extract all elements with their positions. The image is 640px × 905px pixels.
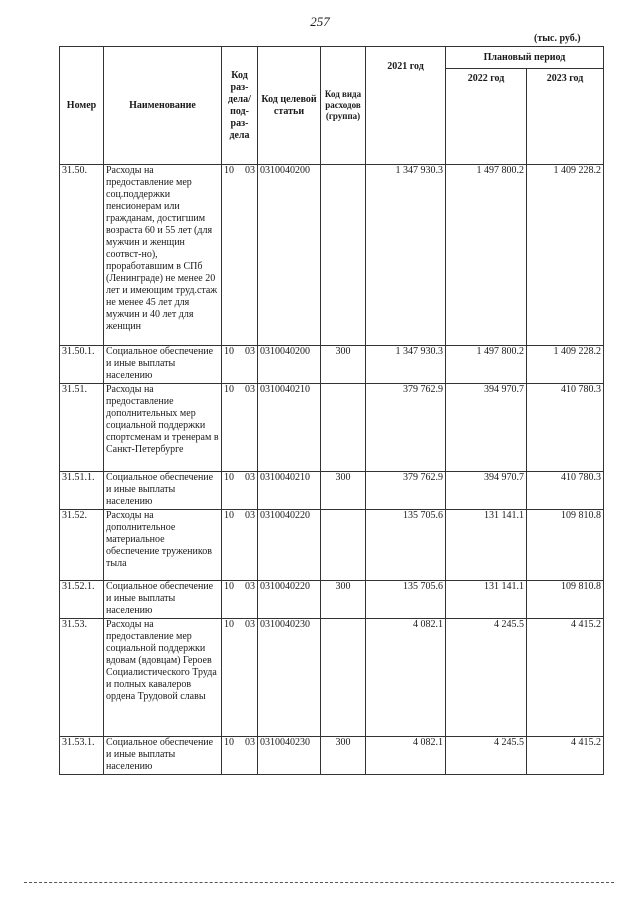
row-expense-code [321,165,366,346]
podrazdel-code: 03 [245,737,255,748]
row-value-2022: 4 245.5 [446,619,527,737]
row-value-2022: 4 245.5 [446,737,527,775]
row-value-2023: 1 409 228.2 [527,346,604,384]
row-expense-code: 300 [321,581,366,619]
row-target-code: 0310040210 [258,472,321,510]
row-razdel [222,619,258,737]
row-name: Расходы на предоставление дополнительных мер социальной поддержки спортсменам и тренерам в Санкт-Петербурге [104,384,222,472]
row-razdel [222,510,258,581]
row-number: 31.52. [60,510,104,581]
header-target-code: Код целевой статьи [258,47,321,165]
row-name: Расходы на дополнительное материальное обеспечение тружеников тыла [104,510,222,581]
razdel-code: 10 [224,510,234,521]
row-number: 31.50.1. [60,346,104,384]
row-value-2023: 410 780.3 [527,472,604,510]
row-number: 31.51. [60,384,104,472]
row-value-2022: 394 970.7 [446,472,527,510]
header-year-2022: 2022 год [446,69,527,165]
row-name: Социальное обеспечение и иные выплаты населению [104,737,222,775]
row-value-2021: 1 347 930.3 [366,165,446,346]
razdel-code: 10 [224,581,234,592]
podrazdel-code: 03 [245,472,255,483]
row-target-code: 0310040230 [258,619,321,737]
razdel-code: 10 [224,472,234,483]
row-value-2021: 135 705.6 [366,510,446,581]
row-target-code: 0310040210 [258,384,321,472]
table-row [60,384,604,472]
row-value-2021: 379 762.9 [366,384,446,472]
row-razdel [222,581,258,619]
row-number: 31.50. [60,165,104,346]
row-value-2021: 4 082.1 [366,737,446,775]
row-razdel [222,346,258,384]
row-value-2023: 1 409 228.2 [527,165,604,346]
row-expense-code [321,384,366,472]
podrazdel-code: 03 [245,346,255,357]
row-number: 31.51.1. [60,472,104,510]
row-target-code: 0310040220 [258,510,321,581]
header-number: Номер [60,47,104,165]
row-target-code: 0310040200 [258,165,321,346]
row-value-2023: 4 415.2 [527,619,604,737]
row-expense-code: 300 [321,472,366,510]
bottom-rule [24,882,614,883]
row-value-2023: 109 810.8 [527,510,604,581]
row-razdel [222,165,258,346]
podrazdel-code: 03 [245,510,255,521]
row-value-2023: 4 415.2 [527,737,604,775]
row-number: 31.53. [60,619,104,737]
table-row [60,346,604,384]
table-row [60,581,604,619]
podrazdel-code: 03 [245,581,255,592]
razdel-code: 10 [224,619,234,630]
podrazdel-code: 03 [245,165,255,176]
row-expense-code: 300 [321,737,366,775]
row-target-code: 0310040200 [258,346,321,384]
units-label: (тыс. руб.) [534,33,581,44]
row-value-2022: 1 497 800.2 [446,165,527,346]
row-razdel [222,384,258,472]
podrazdel-code: 03 [245,384,255,395]
row-number: 31.52.1. [60,581,104,619]
row-number: 31.53.1. [60,737,104,775]
table-row [60,165,604,346]
razdel-code: 10 [224,384,234,395]
header-name: Наименование [104,47,222,165]
row-expense-code: 300 [321,346,366,384]
header-razdel-code: Код раз-дела/ под-раз-дела [222,47,258,165]
table-row [60,472,604,510]
page-number: 257 [310,14,330,29]
table-row [60,619,604,737]
row-value-2022: 394 970.7 [446,384,527,472]
table-row [60,510,604,581]
budget-table [59,46,604,775]
row-value-2022: 131 141.1 [446,510,527,581]
row-expense-code [321,619,366,737]
row-name: Социальное обеспечение и иные выплаты населению [104,581,222,619]
row-name: Расходы на предоставление мер социальной поддержки вдовам (вдовцам) Героев Социалистического Труда и полных кавалеров ордена Трудовой славы [104,619,222,737]
header-year-2023: 2023 год [527,69,604,165]
row-razdel [222,472,258,510]
row-name: Расходы на предоставление мер соц.поддержки пенсионерам или гражданам, достигшим возраста 60 и 55 лет (для мужчин и женщин соотвст-но), проработавшим в СПб (Ленинграде) не менее 20 лет и имеющим труд.стаж не менее 45 лет для мужчин и 40 лет для женщин [104,165,222,346]
row-value-2023: 109 810.8 [527,581,604,619]
row-razdel [222,737,258,775]
row-value-2021: 135 705.6 [366,581,446,619]
razdel-code: 10 [224,165,234,176]
row-name: Социальное обеспечение и иные выплаты населению [104,346,222,384]
row-value-2021: 4 082.1 [366,619,446,737]
row-value-2022: 1 497 800.2 [446,346,527,384]
row-target-code: 0310040220 [258,581,321,619]
row-value-2022: 131 141.1 [446,581,527,619]
row-name: Социальное обеспечение и иные выплаты населению [104,472,222,510]
razdel-code: 10 [224,737,234,748]
table-row [60,737,604,775]
row-target-code: 0310040230 [258,737,321,775]
header-year-2021: 2021 год [366,47,446,165]
podrazdel-code: 03 [245,619,255,630]
row-value-2021: 379 762.9 [366,472,446,510]
row-expense-code [321,510,366,581]
row-value-2023: 410 780.3 [527,384,604,472]
header-plan-period: Плановый период [446,47,604,69]
row-value-2021: 1 347 930.3 [366,346,446,384]
razdel-code: 10 [224,346,234,357]
header-expense-code: Код вида расходов (группа) [321,47,366,165]
